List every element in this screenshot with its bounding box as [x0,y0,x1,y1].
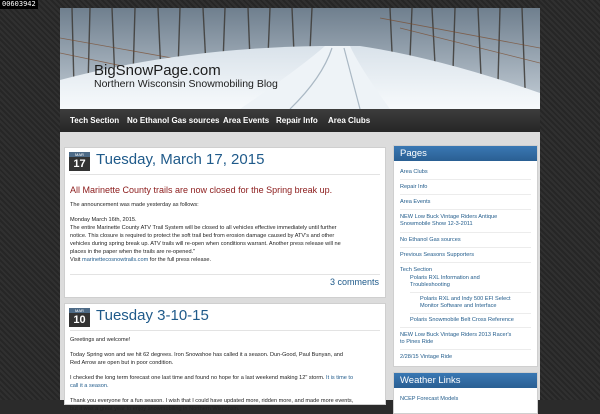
sidebar-link-vintage-ride[interactable]: 2/28/15 Vintage Ride [400,354,453,360]
post-para-line: Today Spring won and we hit 62 degrees. Iron Snowshoe has called it a season. Dun-Good, Paul Bunyan, and [70,352,344,358]
site-tagline: Northern Wisconsin Snowmobiling Blog [94,78,278,90]
divider [400,194,531,195]
nav-item-tech-section[interactable]: Tech Section [70,116,120,125]
sidebar-link-tech-section[interactable]: Tech Section [400,267,433,273]
post-date-line: Monday March 16th, 2015. [70,217,137,223]
date-badge [69,308,90,327]
marinette-trails-link[interactable]: marinettecosnowtrails.com [82,257,149,263]
sidebar-link-previous-supporters[interactable]: Previous Seasons Supporters [400,252,475,258]
sidebar-link-rxl-info-cont[interactable]: Troubleshooting [410,282,450,288]
visit-prefix: Visit [70,257,83,263]
content-area [60,132,540,412]
post-3-10-15 [64,303,386,412]
divider [400,179,531,180]
divider [400,209,531,210]
season-link-cont[interactable]: call it a season. [70,383,109,389]
date-month: MAR [69,152,90,157]
site-title[interactable]: BigSnowPage.com [94,62,221,79]
post-headline: All Marinette County trails are now closed for the Spring break up. [70,185,333,195]
sidebar-link-no-ethanol[interactable]: No Ethanol Gas sources [400,237,461,243]
sidebar-link-area-clubs[interactable]: Area Clubs [400,169,428,175]
sidebar-link-racers-ride[interactable]: NEW Low Buck Vintage Riders 2013 Racer's [400,332,512,338]
nav-item-repair-info[interactable]: Repair Info [276,116,318,125]
divider [70,330,380,331]
post-para-line: but it was a great year to enjoy snowmobiling in Northern Wisconsin. [70,406,240,412]
main-nav [60,109,540,133]
post-2015-03-17 [64,147,386,298]
date-badge [69,152,90,171]
visit-suffix: for the full press release. [148,257,212,263]
date-day: 17 [73,158,86,170]
nav-item-no-ethanol-gas[interactable]: No Ethanol Gas sources [127,116,220,125]
sidebar-weather-widget [393,372,538,414]
sidebar-pages-widget [393,145,538,367]
divider [400,232,531,233]
header-snowy-trail-image [60,8,540,109]
post-body-line: vehicles during spring break up. ATV trails will re-open when conditions warrant. Another press release will ne [70,241,341,247]
corner-id-label: 00603942 [2,0,36,8]
post-title[interactable]: Tuesday, March 17, 2015 [96,151,265,168]
sidebar-link-efi-monitor-cont[interactable]: Monitor Software and Interface [420,303,497,309]
divider [400,247,531,248]
site-header [60,8,540,109]
post-body-line: places in the paper when the trails are re-opened." [70,249,196,255]
post-para-line [70,382,378,390]
divider [400,327,531,328]
post-title[interactable]: Tuesday 3-10-15 [96,307,209,324]
sidebar-link-repair-info[interactable]: Repair Info [400,184,428,190]
sidebar-weather-heading: Weather Links [394,373,537,388]
comments-link[interactable]: 3 comments [329,277,379,287]
nav-item-area-events[interactable]: Area Events [223,116,270,125]
nav-item-area-clubs[interactable]: Area Clubs [328,116,371,125]
post-greeting: Greetings and welcome! [70,337,131,343]
sidebar-link-ncep-models[interactable]: NCEP Forecast Models [400,396,459,402]
date-month: MAR [69,308,90,313]
post-body-line: notice. This closure is required to protect the soft trail bed from erosion damage caused by ATV's and other [70,233,335,239]
para2-text: I checked the long term forecast one last time and found no hope for a last weekend making 12" storm. [70,375,327,381]
season-link[interactable]: It is time to [326,375,354,381]
divider [70,274,380,275]
post-visit-line [70,256,378,264]
divider [400,349,531,350]
post-para-line: Thank you everyone for a fun season. I wish that I could have updated more, ridden more, and made more events, [70,398,354,404]
date-day: 10 [73,314,86,326]
post-intro: The announcement was made yesterday as follows: [70,202,199,208]
sidebar-link-efi-monitor[interactable]: Polaris RXL and Indy 500 EFI Select [420,296,511,302]
post-para-line: Red Arrow are open but in poor condition. [70,360,174,366]
sidebar-link-racers-ride-cont[interactable]: to Pines Ride [400,339,434,345]
sidebar-link-vintage-show-cont[interactable]: Snowmobile Show 12-3-2011 [400,221,473,227]
divider [410,292,531,293]
sidebar-link-vintage-show[interactable]: NEW Low Buck Vintage Riders Antique [400,214,498,220]
sidebar-link-area-events[interactable]: Area Events [400,199,431,205]
sidebar-pages-heading: Pages [394,146,537,161]
page-container [60,8,540,412]
divider [410,313,531,314]
divider [400,262,531,263]
sidebar-link-belt-cross-reference[interactable]: Polaris Snowmobile Belt Cross Reference [410,317,514,323]
sidebar-link-rxl-info[interactable]: Polaris RXL Information and [410,275,480,281]
divider [70,174,380,175]
post-body-line: The entire Marinette County ATV Trail System will be closed to all vehicles effective immediately until further [70,225,337,231]
